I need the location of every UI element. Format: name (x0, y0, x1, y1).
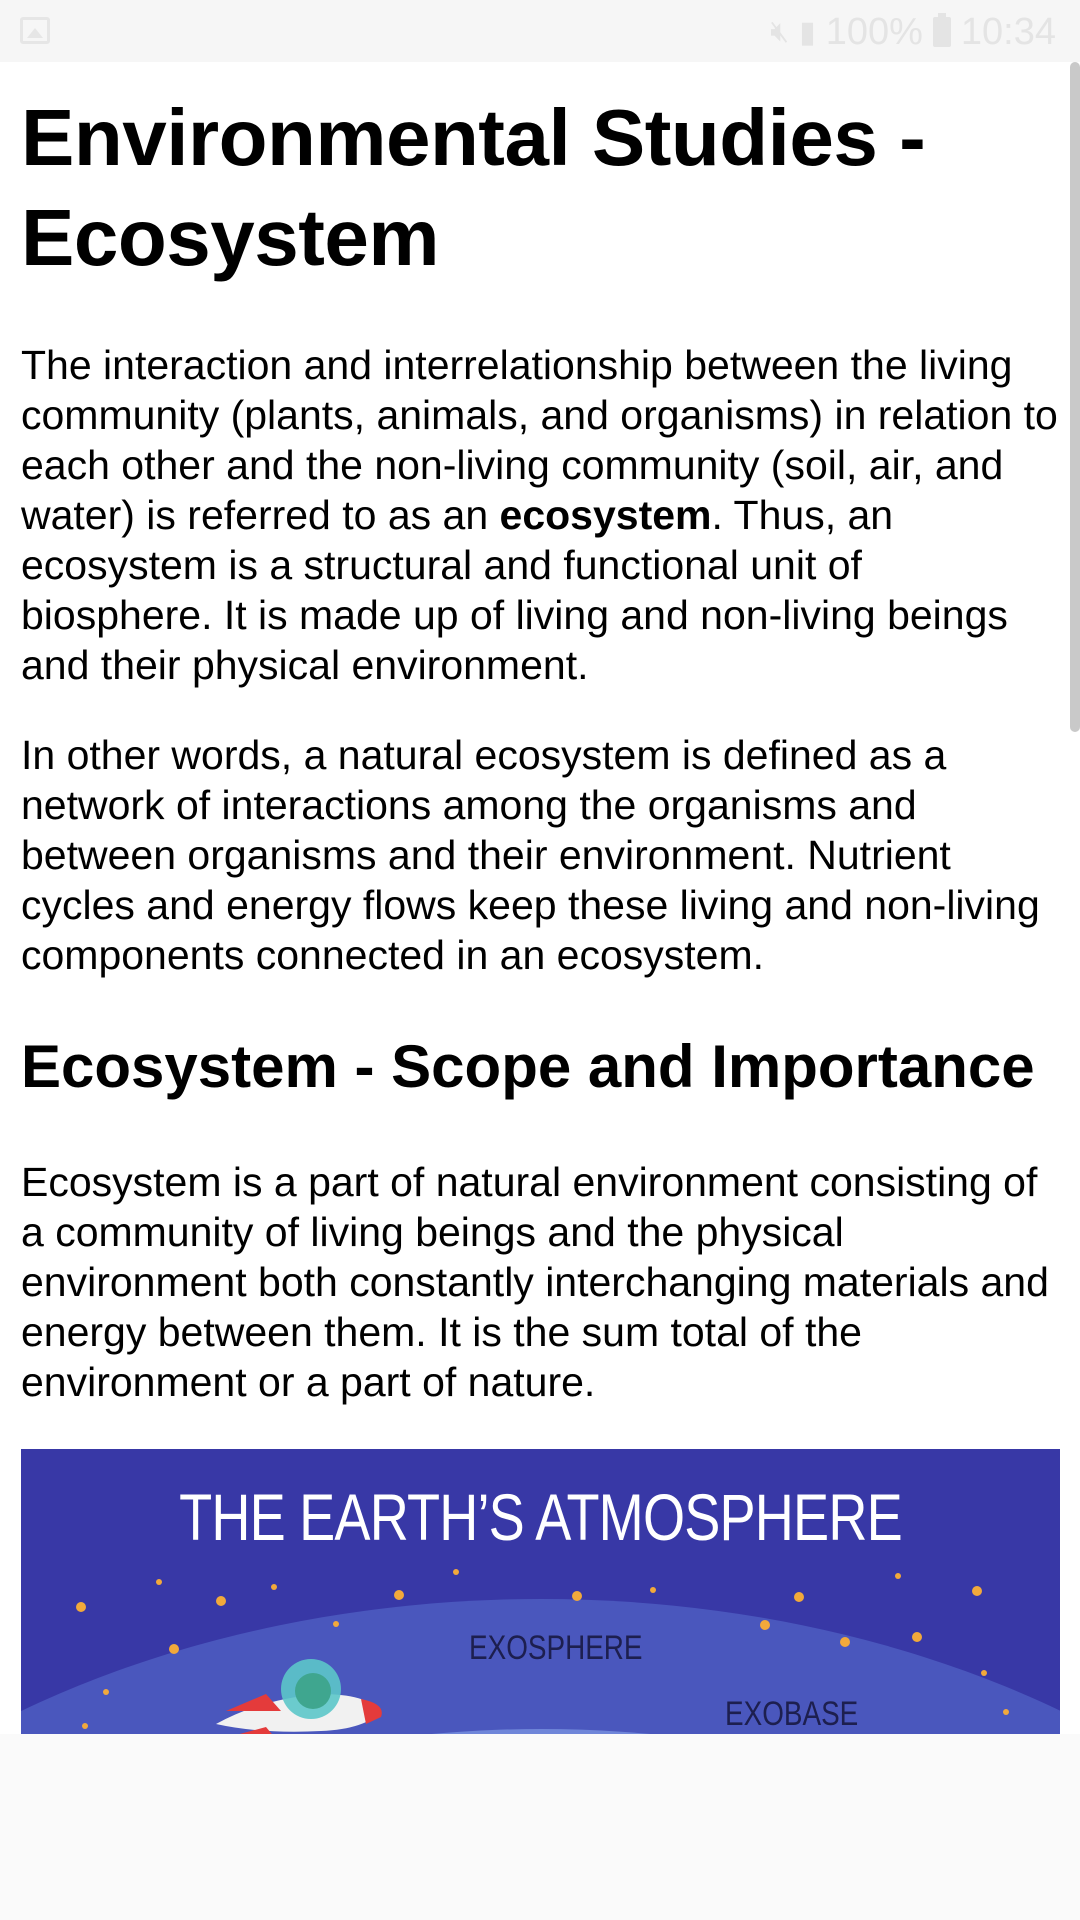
scrollbar[interactable] (1070, 62, 1080, 732)
exosphere-label: EXOSPHERE (469, 1629, 643, 1667)
clock: 10:34 (960, 10, 1056, 53)
status-bar (0, 0, 1080, 62)
paragraph-intro-text-2: . Thus, an ecosystem is a structural and functional unit of biosphere. It is made up of living and non-living beings and their physical environment. (21, 492, 1008, 688)
image-icon (20, 17, 50, 44)
paragraph-scope: Ecosystem is a part of natural environment consisting of a community of living beings and the physical environment both constantly interchanging materials and energy between them. It is the sum total of the environment or a part of nature. (21, 1159, 1049, 1405)
paragraph-intro-text-1: The interaction and interrelationship between the living community (plants, animals, and organisms) in relation to each other and the non-living community (soil, air, and water) is referred to as an (21, 342, 1058, 538)
battery-icon (933, 17, 951, 47)
keyword-ecosystem: ecosystem (499, 492, 712, 538)
page-title: Environmental Studies - Ecosystem (21, 93, 926, 282)
signal-icon: ▮ (799, 15, 816, 49)
atmosphere-figure (21, 1449, 1060, 1734)
mute-icon: 🔇︎ (770, 15, 790, 48)
article-view[interactable] (0, 62, 1080, 1734)
paragraph-intro (21, 340, 1061, 690)
battery-text: 100% (825, 10, 923, 53)
figure-title: THE EARTH’S ATMOSPHERE (179, 1480, 902, 1554)
status-right (770, 10, 1056, 54)
section-heading: Ecosystem - Scope and Importance (21, 1033, 1035, 1100)
paragraph-definition: In other words, a natural ecosystem is defined as a network of interactions among the organisms and between organisms and their environment. Nutrient cycles and energy flows keep these living and non-living components connected in an ecosystem. (21, 732, 1040, 978)
exobase-label: EXOBASE (725, 1695, 859, 1733)
